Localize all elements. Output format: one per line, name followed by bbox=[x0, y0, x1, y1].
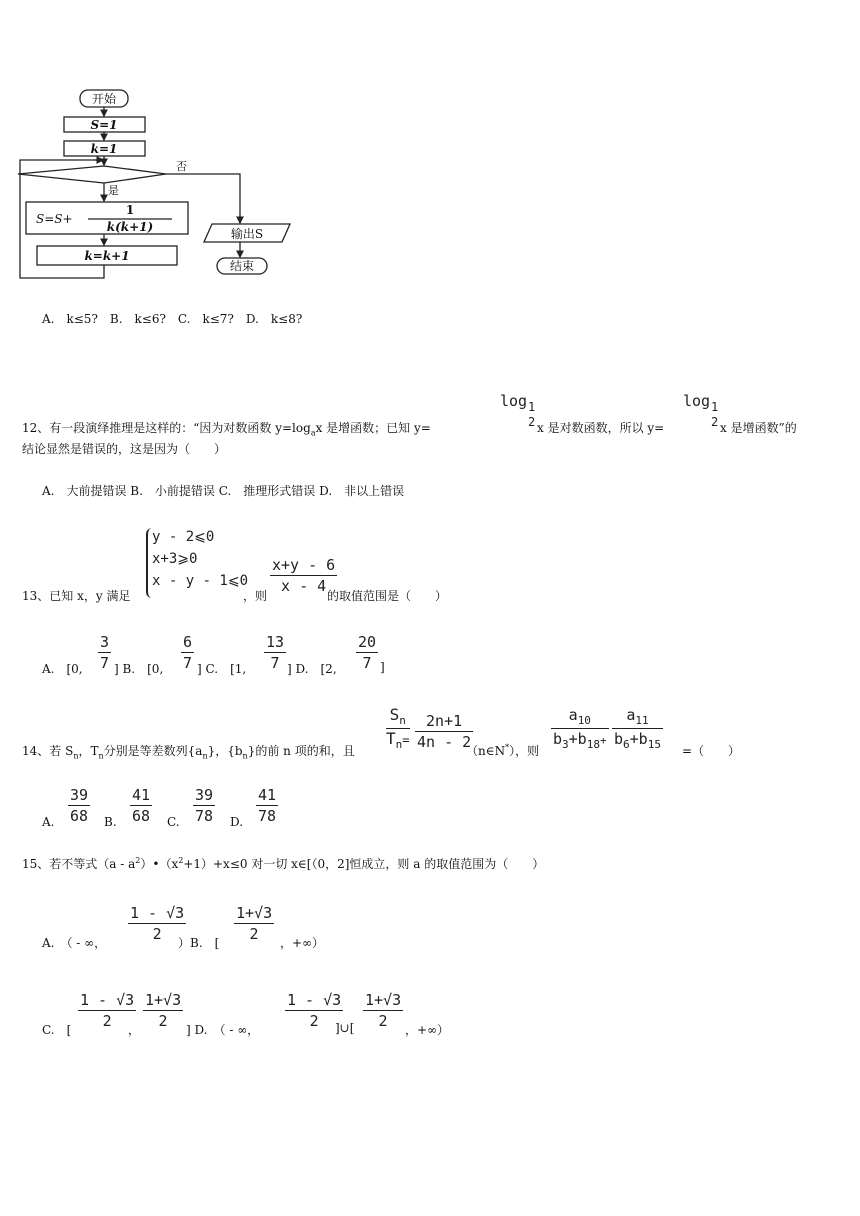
flowchart-start-text: 开始 bbox=[91, 92, 117, 106]
q14-stem bbox=[22, 742, 355, 760]
flowchart-s-init-text: S=1 bbox=[90, 118, 118, 132]
q15-opt-c-den-1: 2 bbox=[78, 1010, 136, 1030]
flowchart-yes-label: 是 bbox=[108, 184, 119, 197]
q12-options: A. 大前提错误 B. 小前提错误 C. 推理形式错误 D. 非以上错误 bbox=[42, 484, 405, 498]
q15-sup-2: 2 bbox=[178, 856, 184, 865]
q12-text-2: x 是增函数；已知 y= bbox=[315, 421, 431, 435]
q14-opt-c-label: C. bbox=[167, 815, 180, 829]
q14-ratio-num: 2n+1 bbox=[426, 712, 463, 730]
q13-frac-den: x - 4 bbox=[270, 575, 337, 595]
q13-opt-a-den: 7 bbox=[100, 654, 110, 672]
q14-b15-sub: 15 bbox=[647, 738, 661, 751]
q15-text-2: ）•（x bbox=[140, 857, 179, 871]
q14-b3-sub: 3 bbox=[562, 738, 569, 751]
q15-opt-d-num-2: 1+√3 bbox=[365, 991, 402, 1009]
q13-opt-d-label: ] D. [2, bbox=[287, 662, 337, 676]
q14-cond bbox=[466, 742, 539, 759]
q15-opt-d-frac-2 bbox=[363, 991, 403, 1030]
q14-sn-tn bbox=[386, 705, 410, 751]
q14-t: T bbox=[386, 729, 396, 749]
q13-opt-b-frac bbox=[181, 633, 194, 672]
q15-opt-c-num-1: 1 - √3 bbox=[80, 991, 135, 1009]
q13-frac-num: x+y - 6 bbox=[272, 556, 336, 574]
q14-opt-a-den: 68 bbox=[70, 807, 89, 825]
q15-opt-a-close: ）B. [ bbox=[178, 936, 220, 950]
q12-stem-line1 bbox=[22, 419, 431, 437]
q14-opt-b-num: 41 bbox=[132, 786, 151, 804]
q14-opt-d-den: 78 bbox=[258, 807, 277, 825]
q14-text-1: 14、若 S bbox=[22, 744, 74, 758]
q13-opt-c-den: 7 bbox=[264, 652, 286, 672]
q15-opt-c-close: ] D. （ - ∞， bbox=[186, 1023, 260, 1037]
q13-constraint-1: y - 2⩽0 bbox=[152, 529, 215, 545]
q13-opt-b-num: 6 bbox=[183, 633, 193, 651]
q14-opt-c-num: 39 bbox=[195, 786, 214, 804]
q15-opt-b-den: 2 bbox=[234, 923, 274, 943]
q14-b3: b bbox=[553, 730, 563, 748]
q15-opt-b-frac bbox=[234, 904, 274, 943]
q15-sup-1: 2 bbox=[135, 856, 141, 865]
q12-log-word-2: log bbox=[683, 392, 711, 410]
q14-cond-text: （n∈N bbox=[466, 744, 506, 758]
q12-log-word-1: log bbox=[500, 392, 528, 410]
q15-opt-c-label: C. [ bbox=[42, 1023, 72, 1037]
q12-log-base-num-1: 1 bbox=[528, 400, 536, 414]
q14-b18: +b bbox=[568, 730, 587, 748]
flowchart-k-step-text: k=k+1 bbox=[84, 249, 130, 263]
flowchart-end-text: 结束 bbox=[229, 259, 255, 273]
q12-log-base-den-2: 2 bbox=[711, 415, 719, 429]
q15-opt-d-mid: ]∪[ bbox=[335, 1021, 355, 1035]
q14-opt-a-num: 39 bbox=[70, 786, 89, 804]
q14-s: S bbox=[389, 705, 400, 724]
q13-constraint-2: x+3⩾0 bbox=[152, 551, 198, 567]
q13-prefix: 13、已知 x，y 满足 bbox=[22, 589, 131, 603]
q15-text-3: +1）+x≤0 对一切 x∈[（0，2]恒成立，则 a 的取值范围为（ ） bbox=[183, 857, 545, 871]
q14-eq: = bbox=[402, 733, 410, 748]
q13-opt-a-frac bbox=[98, 633, 111, 672]
q14-s-sub: n bbox=[399, 714, 406, 728]
q15-opt-c-comma: ， bbox=[128, 1023, 141, 1037]
q14-opt-b-frac bbox=[130, 786, 152, 825]
q14-text-5: }的前 n 项的和，且 bbox=[247, 744, 355, 758]
q14-cond-end: ），则 bbox=[509, 744, 540, 758]
q14-b15: +b bbox=[629, 730, 648, 748]
q15-opt-d-den-2: 2 bbox=[363, 1010, 403, 1030]
q15-opt-d-den-1: 2 bbox=[285, 1010, 343, 1030]
q14-cond-sup: * bbox=[505, 743, 510, 752]
q15-opt-a-label: A. （ - ∞， bbox=[42, 936, 107, 950]
q12-stem-line2: 结论显然是错误的，这是因为（ ） bbox=[22, 442, 227, 456]
q14-opt-d-frac bbox=[256, 786, 278, 825]
q13-opt-a-num: 3 bbox=[100, 633, 110, 651]
q14-a11: a bbox=[626, 706, 636, 724]
flowchart-no-label: 否 bbox=[176, 160, 187, 173]
flowchart-k-init-text: k=1 bbox=[90, 142, 118, 156]
flowchart-update-s-prefix: S=S+ bbox=[36, 212, 73, 226]
q14-b18-sub: 18 bbox=[586, 738, 600, 751]
q14-a11-sub: 11 bbox=[635, 714, 649, 727]
q14-opt-d-num: 41 bbox=[258, 786, 277, 804]
q13-suffix: 的取值范围是（ ） bbox=[327, 589, 448, 603]
q14-sub-1: n bbox=[73, 751, 79, 761]
q14-opt-a-label: A. bbox=[42, 815, 55, 829]
q15-stem bbox=[22, 855, 544, 872]
q15-opt-a-den: 2 bbox=[128, 923, 186, 943]
q13-mid: ，则 bbox=[243, 589, 268, 603]
q14-ratio-frac bbox=[415, 712, 473, 751]
q14-opt-d-label: D. bbox=[230, 815, 244, 829]
q14-ratio-den: 4n - 2 bbox=[417, 733, 472, 751]
q14-frac-a10 bbox=[551, 706, 609, 751]
q13-opt-b-den: 7 bbox=[183, 654, 193, 672]
q14-text-3: 分别是等差数列{a bbox=[103, 744, 203, 758]
q13-constraint-3: x - y - 1⩽0 bbox=[152, 573, 249, 589]
flowchart bbox=[0, 0, 860, 300]
q12-text-4: x 是增函数”的 bbox=[720, 421, 797, 435]
q14-opt-b-den: 68 bbox=[132, 807, 151, 825]
q13-opt-c-num: 13 bbox=[266, 633, 285, 651]
q12-log-base-num-2: 1 bbox=[711, 400, 719, 414]
q14-sub-4: n bbox=[242, 751, 248, 761]
q14-sub-3: n bbox=[202, 751, 208, 761]
q15-opt-b-close: ，+∞） bbox=[280, 936, 325, 950]
q13-opt-a-label: A. [0, bbox=[42, 662, 83, 676]
q15-opt-a-num: 1 - √3 bbox=[130, 904, 185, 922]
q14-sub-2: n bbox=[98, 751, 104, 761]
flowchart-output-text: 输出S bbox=[230, 227, 264, 241]
q11-options: A. k≤5? B. k≤6? C. k≤7? D. k≤8? bbox=[42, 312, 303, 326]
q15-opt-b-num: 1+√3 bbox=[236, 904, 273, 922]
q13-opt-d-den: 7 bbox=[356, 652, 378, 672]
q15-opt-c-den-2: 2 bbox=[143, 1010, 183, 1030]
q12-log-base-den-1: 2 bbox=[528, 415, 536, 429]
q12-log-sub-a: a bbox=[310, 428, 316, 438]
q14-frac-a11 bbox=[612, 706, 663, 751]
q13-opt-d-frac bbox=[356, 633, 378, 672]
q15-opt-c-num-2: 1+√3 bbox=[145, 991, 182, 1009]
flowchart-update-s-num: 1 bbox=[125, 203, 135, 217]
q12-text-3: x 是对数函数，所以 y= bbox=[537, 421, 665, 435]
q14-a10-sub: 10 bbox=[577, 714, 591, 727]
q14-b6-sub: 6 bbox=[623, 738, 630, 751]
q14-plus: + bbox=[599, 734, 607, 747]
q14-opt-a-frac bbox=[68, 786, 90, 825]
q14-text-4: }，{b bbox=[207, 744, 243, 758]
q14-tail: =（ ） bbox=[682, 744, 741, 758]
q13-opt-b-label: ] B. [0, bbox=[114, 662, 164, 676]
q14-opt-c-den: 78 bbox=[195, 807, 214, 825]
q13-opt-c-frac bbox=[264, 633, 286, 672]
q13-system bbox=[152, 526, 248, 592]
q14-opt-b-label: B. bbox=[104, 815, 117, 829]
q15-opt-d-num-1: 1 - √3 bbox=[287, 991, 342, 1009]
q13-opt-d-close: ] bbox=[380, 660, 385, 674]
q14-a10: a bbox=[568, 706, 578, 724]
q15-opt-c-frac-2 bbox=[143, 991, 183, 1030]
q12-text-1: 12、有一段演绎推理是这样的：“因为对数函数 y=log bbox=[22, 421, 311, 435]
q13-opt-d-num: 20 bbox=[358, 633, 377, 651]
q13-opt-c-label: ] C. [1, bbox=[197, 662, 247, 676]
flowchart-update-s-den: k(k+1) bbox=[106, 220, 154, 234]
flowchart-decision bbox=[18, 166, 166, 183]
q15-opt-d-close: ，+∞） bbox=[405, 1023, 450, 1037]
q14-opt-c-frac bbox=[193, 786, 215, 825]
q14-b6: b bbox=[614, 730, 624, 748]
q14-t-sub: n bbox=[395, 738, 403, 752]
q15-text-1: 15、若不等式（a - a bbox=[22, 857, 136, 871]
q14-text-2: ，T bbox=[78, 744, 99, 758]
